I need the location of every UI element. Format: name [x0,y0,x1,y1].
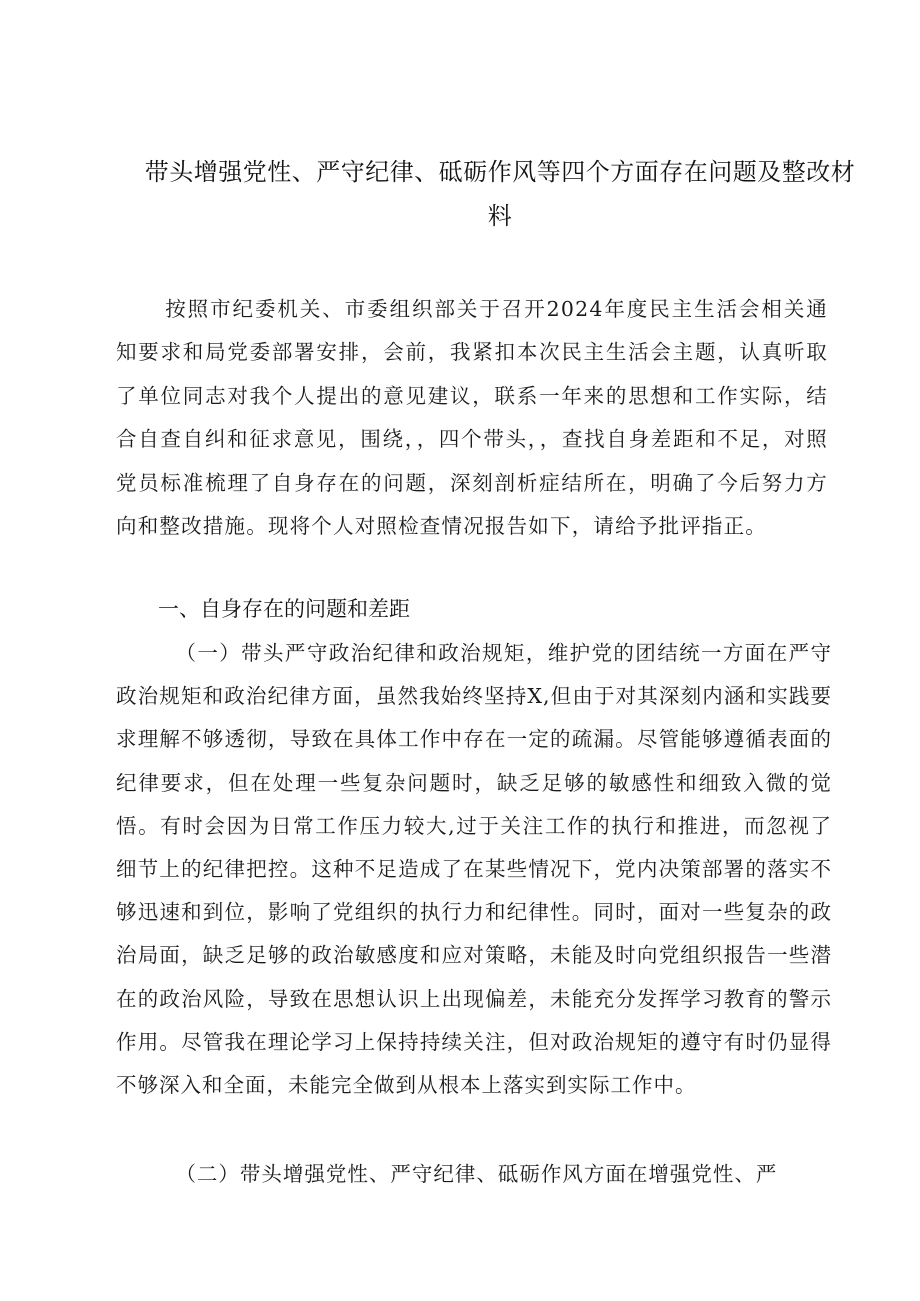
section-heading: 一、自身存在的问题和差距 [158,597,410,621]
body-paragraph-1: （一）带头严守政治纪律和政治规矩，维护党的团结统一方面在严守政治规矩和政治纪律方面，虽然我始终坚持X,但由于对其深刻内涵和实践要求理解不够透彻，导致在具体工作中存在一定的疏漏。尽管能够遵循表面的纪律要求，但在处理一些复杂问题时，缺乏足够的敏感性和细致入微的觉悟。有时会因为日常工作压力较大,过于关注工作的执行和推进，而忽视了细节上的纪律把控。这种不足造成了在某些情况下，党内决策部署的落实不够迅速和到位，影响了党组织的执行力和纪律性。同时，面对一些复杂的政治局面，缺乏足够的政治敏感度和应对策略，未能及时向党组织报告一些潜在的政治风险，导致在思想认识上出现偏差，未能充分发挥学习教育的警示作用。尽管我在理论学习上保持持续关注，但对政治规矩的遵守有时仍显得不够深入和全面，未能完全做到从根本上落实到实际工作中。 [116,641,832,1098]
document-title: 带头增强党性、严守纪律、砥砺作风等四个方面存在问题及整改材料 [144,158,856,230]
intro-paragraph: 按照市纪委机关、市委组织部关于召开2024年度民主生活会相关通知要求和局党委部署安排，会前，我紧扣本次民主生活会主题，认真听取了单位同志对我个人提出的意见建议，联系一年来的思想和工作实际，结合自查自纠和征求意见，围绕，，四个带头，，查找自身差距和不足，对照党员标准梳理了自身存在的问题，深刻剖析症结所在，明确了今后努力方向和整改措施。现将个人对照检查情况报告如下，请给予批评指正。 [116,297,828,539]
body-paragraph-2: （二）带头增强党性、严守纪律、砥砺作风方面在增强党性、严 [175,1162,778,1186]
